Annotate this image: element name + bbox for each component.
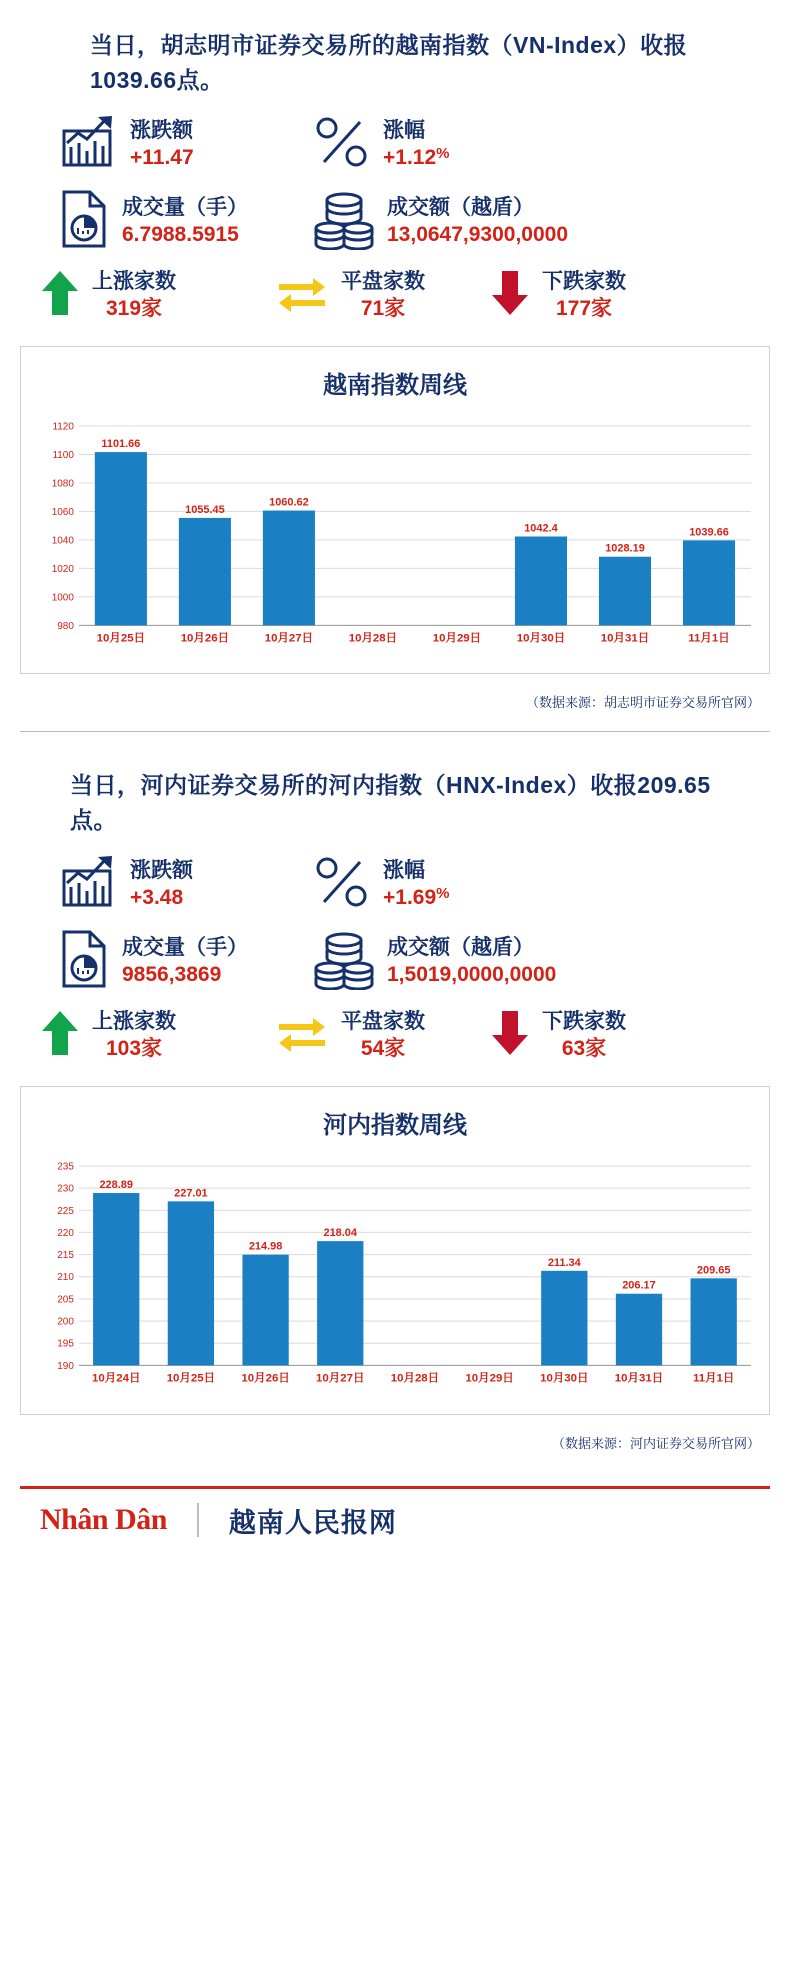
chart-vnindex-source: （数据来源：胡志明市证券交易所官网） — [525, 695, 760, 711]
stat-row-breadth-2 — [20, 1001, 770, 1070]
stat-unchanged-value: 71家 — [360, 296, 406, 320]
percent-icon — [313, 114, 371, 175]
svg-text:195: 195 — [57, 1339, 74, 1351]
stat-decliners — [490, 267, 690, 324]
arrows-horizontal-icon — [275, 270, 329, 321]
coins-icon — [313, 188, 375, 255]
svg-text:227.01: 227.01 — [174, 1187, 208, 1200]
stat-percent-2 — [313, 854, 553, 915]
stat-delta-2 — [58, 853, 313, 916]
svg-text:210: 210 — [57, 1272, 74, 1284]
svg-text:205: 205 — [57, 1294, 74, 1306]
stat-decliners-label-2: 下跌家数 — [542, 1010, 626, 1034]
svg-text:1042.4: 1042.4 — [524, 522, 558, 535]
stat-percent-symbol-2: % — [436, 885, 450, 903]
stat-unchanged-label: 平盘家数 — [341, 269, 425, 293]
svg-text:1055.45: 1055.45 — [185, 503, 225, 516]
stat-decliners-value-2: 63家 — [561, 1037, 607, 1061]
svg-text:218.04: 218.04 — [323, 1227, 358, 1240]
stat-unchanged-text-2 — [341, 1009, 425, 1063]
arrow-down-icon — [490, 1007, 530, 1064]
stat-volume-2 — [58, 928, 313, 995]
stat-delta-text-2 — [130, 858, 193, 912]
stat-delta — [58, 113, 313, 176]
svg-text:10月30日: 10月30日 — [540, 1372, 589, 1385]
chart-vnindex — [20, 346, 770, 674]
stat-volume-label-2: 成交量（手） — [122, 936, 248, 960]
coins-icon — [313, 928, 375, 995]
stat-advancers — [40, 267, 275, 324]
stat-volume-label: 成交量（手） — [122, 195, 248, 219]
chart-hnxindex-source: （数据来源：河内证券交易所官网） — [551, 1435, 760, 1451]
svg-text:980: 980 — [57, 620, 74, 632]
document-piechart-icon — [58, 188, 110, 255]
svg-text:11月1日: 11月1日 — [692, 1372, 735, 1385]
stat-delta-value-2: +3.48 — [130, 886, 184, 910]
stat-percent-value-2 — [383, 886, 449, 909]
svg-text:10月27日: 10月27日 — [264, 632, 314, 645]
stat-amount-text — [387, 195, 568, 249]
percent-icon — [313, 854, 371, 915]
stat-volume-text — [122, 195, 248, 249]
svg-text:190: 190 — [57, 1361, 74, 1373]
svg-text:10月29日: 10月29日 — [432, 632, 482, 645]
stat-row-delta — [20, 107, 770, 182]
stat-delta-label-2: 涨跌额 — [130, 859, 193, 883]
section-vnindex — [20, 0, 770, 732]
stat-unchanged-label-2: 平盘家数 — [341, 1010, 425, 1034]
svg-text:1000: 1000 — [51, 592, 74, 604]
svg-text:10月24日: 10月24日 — [92, 1372, 141, 1385]
stat-percent-value — [383, 146, 449, 169]
brand-logo-chinese: 越南人民报网 — [228, 1507, 397, 1538]
stat-unchanged-value-2: 54家 — [360, 1037, 406, 1061]
stat-advancers-text-2 — [92, 1009, 176, 1063]
stat-decliners-value: 177家 — [555, 296, 613, 320]
svg-text:10月30日: 10月30日 — [516, 632, 566, 645]
chart-up-icon — [58, 113, 118, 176]
stat-unchanged-2 — [275, 1009, 490, 1063]
chart-vnindex-plot — [33, 410, 757, 659]
chart-up-icon — [58, 853, 118, 916]
chart-vnindex-title: 越南指数周线 — [323, 373, 467, 399]
stat-amount-value-2: 1,5019,0000,0000 — [387, 963, 557, 987]
svg-text:211.34: 211.34 — [547, 1257, 581, 1270]
stat-row-breadth — [20, 261, 770, 330]
stat-row-delta-2 — [20, 847, 770, 922]
stat-row-volume-2 — [20, 922, 770, 1001]
stat-volume-text-2 — [122, 935, 248, 989]
stat-percent — [313, 114, 553, 175]
arrows-horizontal-icon — [275, 1010, 329, 1061]
stat-advancers-2 — [40, 1007, 275, 1064]
chart-hnxindex-title: 河内指数周线 — [323, 1113, 467, 1140]
svg-text:10月28日: 10月28日 — [390, 1372, 440, 1385]
chart-hnxindex — [20, 1086, 770, 1414]
stat-decliners-text-2 — [542, 1009, 626, 1063]
svg-text:1080: 1080 — [51, 478, 74, 490]
stat-delta-label: 涨跌额 — [130, 118, 193, 142]
stat-volume — [58, 188, 313, 255]
arrow-up-icon — [40, 267, 80, 324]
stat-row-volume — [20, 182, 770, 261]
stat-percent-symbol: % — [436, 144, 450, 162]
svg-text:209.65: 209.65 — [696, 1264, 731, 1277]
stat-decliners-label: 下跌家数 — [542, 269, 626, 293]
svg-text:1028.19: 1028.19 — [605, 542, 645, 555]
svg-text:1120: 1120 — [52, 421, 74, 433]
stat-amount — [313, 188, 613, 255]
svg-text:1020: 1020 — [51, 563, 74, 575]
page-title-2: 当日，河内证券交易所的河内指数（HNX-Index）收报209.65点。 — [70, 772, 711, 833]
svg-text:230: 230 — [57, 1183, 74, 1195]
stat-unchanged-text — [341, 269, 425, 323]
stat-percent-number: +1.12 — [383, 145, 437, 169]
svg-text:1060: 1060 — [51, 506, 74, 518]
stat-percent-text-2 — [383, 858, 449, 912]
stat-amount-2 — [313, 928, 613, 995]
stat-volume-value: 6.7988.5915 — [122, 222, 239, 246]
svg-text:235: 235 — [57, 1161, 74, 1173]
stat-delta-text — [130, 118, 194, 172]
stat-decliners-text — [542, 269, 626, 323]
stat-amount-label: 成交额（越盾） — [387, 195, 534, 219]
stat-unchanged — [275, 269, 490, 323]
svg-text:10月28日: 10月28日 — [348, 632, 398, 645]
brand-divider — [197, 1503, 199, 1537]
stat-decliners-2 — [490, 1007, 690, 1064]
svg-text:1100: 1100 — [52, 449, 74, 461]
svg-text:215: 215 — [57, 1250, 74, 1262]
stat-amount-value: 13,0647,9300,0000 — [387, 222, 569, 246]
svg-text:1039.66: 1039.66 — [689, 526, 729, 539]
arrow-down-icon — [490, 267, 530, 324]
svg-text:214.98: 214.98 — [248, 1240, 283, 1253]
stat-volume-value-2: 9856,3869 — [122, 963, 222, 987]
svg-text:10月31日: 10月31日 — [614, 1372, 664, 1385]
site-footer — [20, 1486, 770, 1558]
stat-amount-label-2: 成交额（越盾） — [387, 936, 534, 960]
stat-advancers-label: 上涨家数 — [92, 269, 176, 293]
svg-text:10月26日: 10月26日 — [241, 1372, 290, 1385]
stat-amount-text-2 — [387, 935, 556, 989]
svg-text:10月31日: 10月31日 — [600, 632, 650, 645]
arrow-up-icon — [40, 1007, 80, 1064]
svg-text:200: 200 — [57, 1316, 74, 1328]
page-title: 当日，胡志明市证券交易所的越南指数（VN-Index）收报1039.66点。 — [90, 32, 688, 93]
svg-text:228.89: 228.89 — [99, 1179, 133, 1192]
stat-advancers-text — [92, 269, 176, 323]
svg-text:10月25日: 10月25日 — [166, 1372, 216, 1385]
stat-advancers-value-2: 103家 — [105, 1037, 163, 1061]
chart-hnxindex-plot — [33, 1150, 757, 1399]
svg-text:1040: 1040 — [51, 535, 74, 547]
svg-text:10月25日: 10月25日 — [96, 632, 146, 645]
svg-text:225: 225 — [57, 1206, 74, 1218]
stat-delta-value: +11.47 — [130, 145, 194, 169]
svg-text:10月26日: 10月26日 — [180, 632, 230, 645]
section-hnxindex — [20, 732, 770, 1461]
svg-text:1101.66: 1101.66 — [101, 438, 141, 451]
svg-text:10月29日: 10月29日 — [465, 1372, 514, 1385]
svg-text:220: 220 — [57, 1228, 74, 1240]
svg-text:11月1日: 11月1日 — [688, 632, 730, 645]
stat-percent-label: 涨幅 — [383, 118, 425, 142]
svg-text:206.17: 206.17 — [622, 1280, 656, 1293]
stat-advancers-value: 319家 — [105, 296, 163, 320]
document-piechart-icon — [58, 928, 110, 995]
svg-text:1060.62: 1060.62 — [269, 496, 309, 509]
stat-percent-text — [383, 118, 449, 172]
svg-text:10月27日: 10月27日 — [316, 1372, 365, 1385]
stat-percent-number-2: +1.69 — [383, 886, 437, 910]
brand-logo-latin: Nhân Dân — [40, 1503, 167, 1537]
stat-advancers-label-2: 上涨家数 — [92, 1010, 176, 1034]
stat-percent-label-2: 涨幅 — [383, 859, 425, 883]
